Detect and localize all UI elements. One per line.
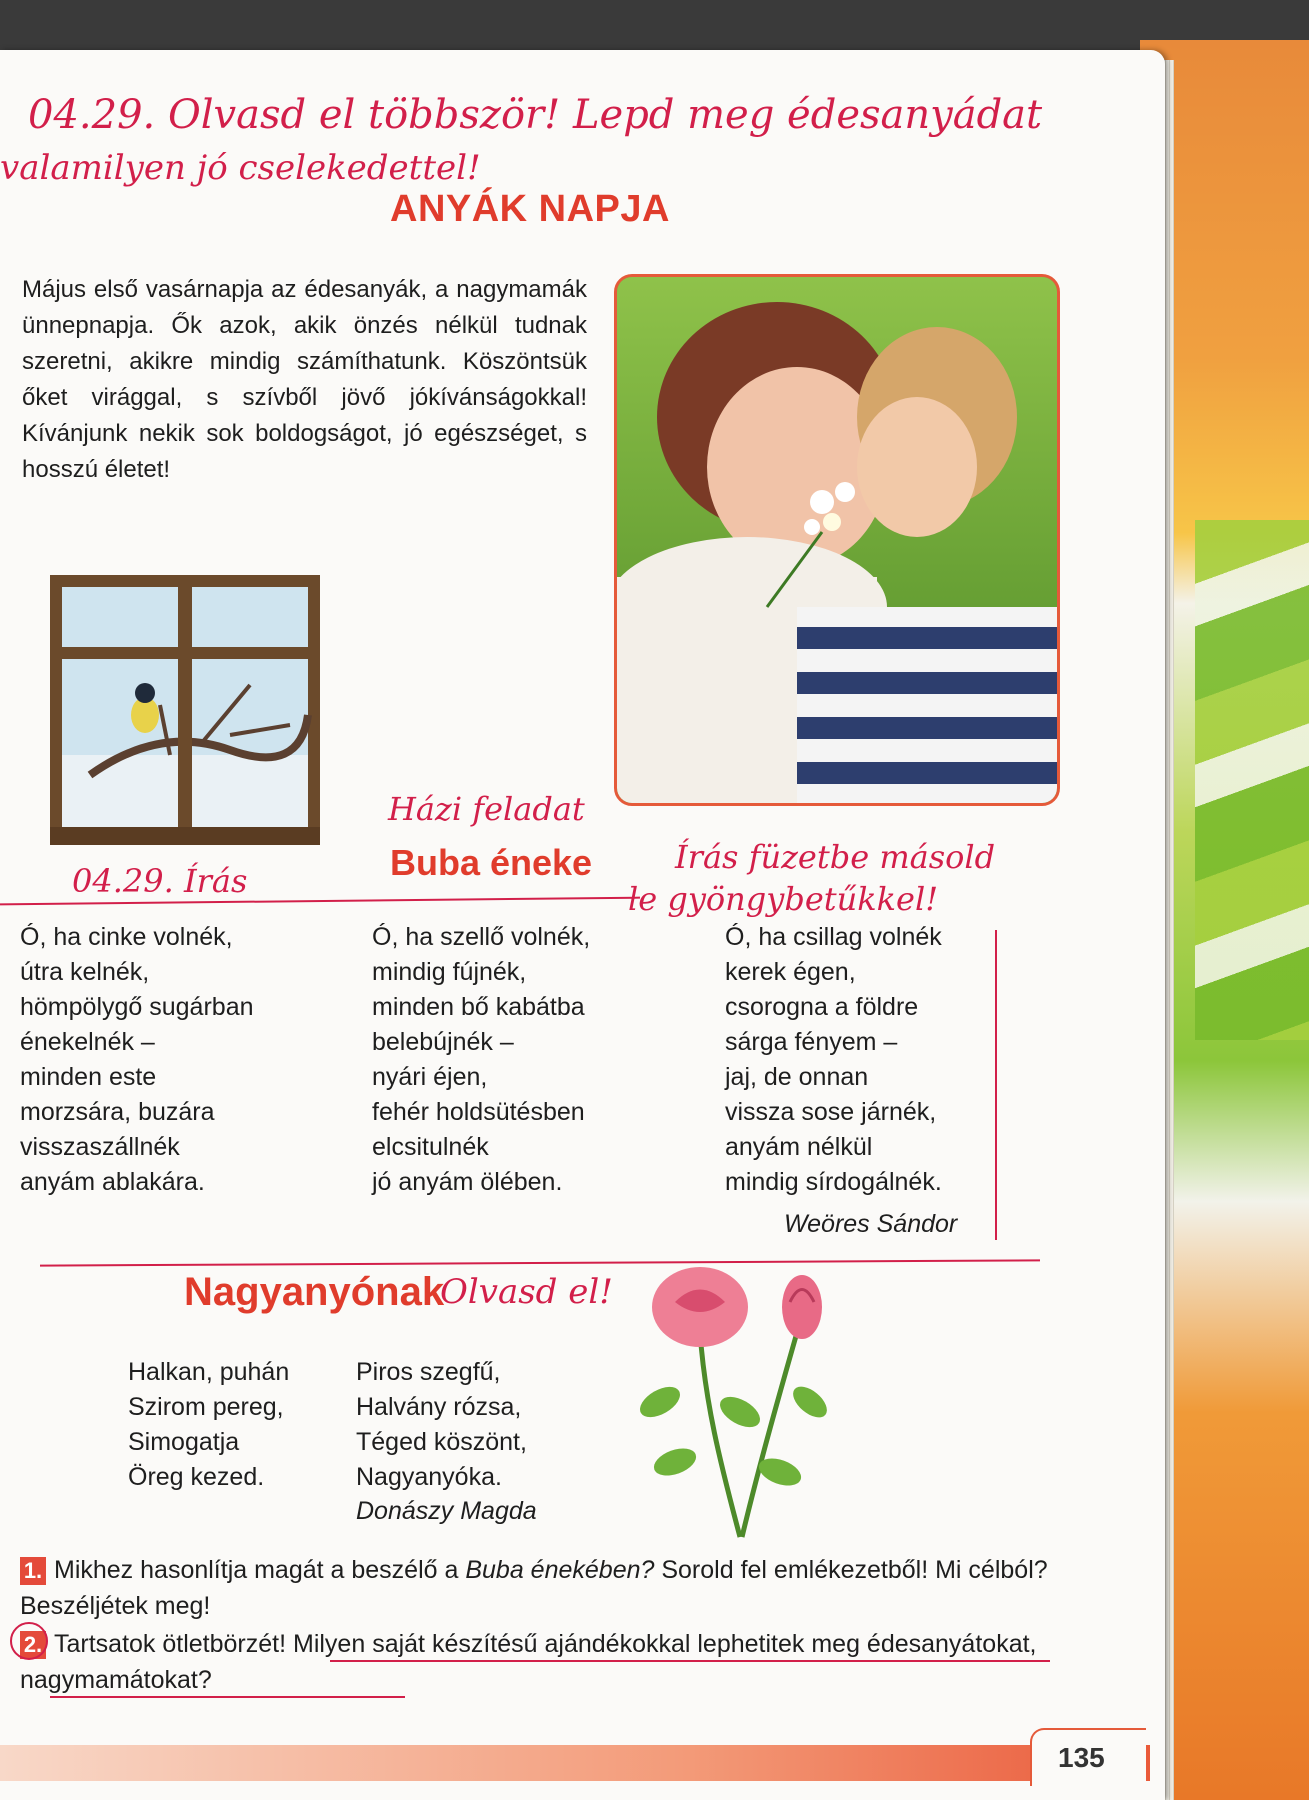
handwritten-note-line1: 04.29. Olvasd el többször! Lepd meg édesanyádat — [28, 92, 1043, 138]
handwritten-iras-instruction-1: Írás füzetbe másold — [675, 838, 996, 876]
poem-stanza-2 — [372, 920, 590, 1200]
poem-line: Halvány rózsa, — [356, 1393, 522, 1421]
handwritten-olvasd-el: Olvasd el! — [440, 1272, 613, 1312]
window-bird-illustration — [50, 575, 320, 845]
poem-line: énekelnék – — [20, 1028, 155, 1056]
poem-line: elcsitulnék — [372, 1133, 489, 1161]
poem-line: Piros szegfű, — [356, 1358, 501, 1386]
task-italic: Buba énekében? — [465, 1556, 655, 1584]
poem-line: minden bő kabátba — [372, 993, 585, 1021]
handwritten-note-line2: valamilyen jó cselekedettel! — [0, 148, 481, 188]
poem-line: mindig fújnék, — [372, 958, 527, 986]
intro-paragraph: Május első vasárnapja az édesanyák, a nagymamák ünnepnapja. Ők azok, akik önzés nélkül tudnak szeretni, akikre mindig számíthatunk. Köszöntsük őket virággal, s szívből jövő jókívánságokkal! Kívánjunk nekik sok boldogságot, jó egészséget, s hosszú életet! — [22, 276, 587, 483]
poem-line: anyám ablakára. — [20, 1168, 205, 1196]
nagyanyonak-title: Nagyanyónak — [184, 1270, 445, 1314]
nagy-author: Donászy Magda — [356, 1497, 537, 1525]
footer-bar — [0, 1745, 1150, 1781]
poem-line: Halkan, puhán — [128, 1358, 290, 1386]
task-1 — [20, 1552, 1060, 1624]
poem-line: jaj, de onnan — [725, 1063, 869, 1091]
poem-line: vissza sose járnék, — [725, 1098, 937, 1126]
task-text-tail: Sorold fel emlékezetből! Mi célból? Beszéljétek meg! — [20, 1556, 1048, 1620]
rose-drawing — [620, 1262, 830, 1542]
cover-pattern — [1195, 520, 1309, 1040]
rose-illustration — [620, 1262, 830, 1542]
poem-line: Ó, ha cinke volnék, — [20, 923, 233, 951]
poem-line: belebújnék – — [372, 1028, 514, 1056]
poem-line: Nagyanyóka. — [356, 1463, 502, 1491]
task-text: Mikhez hasonlítja magát a beszélő a — [54, 1556, 466, 1584]
poem-line: morzsára, buzára — [20, 1098, 215, 1126]
poem-line: hömpölygő sugárban — [20, 993, 254, 1021]
pen-bracket — [995, 930, 997, 1240]
task-2 — [20, 1626, 1060, 1698]
handwritten-date-iras: 04.29. Írás — [72, 862, 248, 900]
buba-eneke-title: Buba éneke — [390, 842, 593, 883]
nagy-poem-stanza-2 — [356, 1355, 527, 1495]
poem-line: kerek égen, — [725, 958, 856, 986]
poem-line: Simogatja — [128, 1428, 240, 1456]
task-text: Tartsatok ötletbörzét! Milyen saját készítésű ajándékokkal lephetitek meg édesanyátokat, nagymamátokat? — [20, 1630, 1037, 1694]
poem-stanza-3 — [725, 920, 942, 1200]
poem-line: Ó, ha szellő volnék, — [372, 923, 591, 951]
poem-line: sárga fényem – — [725, 1028, 898, 1056]
poem-line: anyám nélkül — [725, 1133, 873, 1161]
pen-underline-task-2 — [50, 1696, 405, 1698]
poem-stanza-1 — [20, 920, 254, 1200]
page-number: 135 — [1058, 1742, 1105, 1773]
poem-line: Szirom pereg, — [128, 1393, 284, 1421]
pen-underline-task — [330, 1660, 1050, 1662]
window-drawing — [50, 575, 320, 845]
photo-illustration — [617, 277, 1057, 803]
poem-line: mindig sírdogálnék. — [725, 1168, 942, 1196]
poem-line: csorogna a földre — [725, 993, 919, 1021]
task-number: 1. — [20, 1557, 46, 1585]
nagy-poem-stanza-1 — [128, 1355, 289, 1495]
poem-line: Ó, ha csillag volnék — [725, 923, 942, 951]
handwritten-hazi-feladat: Házi feladat — [388, 790, 585, 828]
pen-circle — [10, 1622, 48, 1660]
scan-top-shadow — [0, 0, 1309, 52]
page-title: ANYÁK NAPJA — [390, 188, 670, 230]
handwritten-iras-instruction-2: le gyöngybetűkkel! — [628, 880, 939, 918]
poem-line: minden este — [20, 1063, 157, 1091]
poem-line: jó anyám ölében. — [372, 1168, 563, 1196]
poem-line: útra kelnék, — [20, 958, 150, 986]
poem-line: Téged köszönt, — [356, 1428, 527, 1456]
buba-author: Weöres Sándor — [784, 1210, 958, 1238]
poem-line: fehér holdsütésben — [372, 1098, 585, 1126]
poem-line: Öreg kezed. — [128, 1463, 265, 1491]
poem-line: visszaszállnék — [20, 1133, 180, 1161]
mother-child-photo — [614, 274, 1060, 806]
poem-line: nyári éjen, — [372, 1063, 488, 1091]
task-number: 2. — [20, 1631, 46, 1659]
